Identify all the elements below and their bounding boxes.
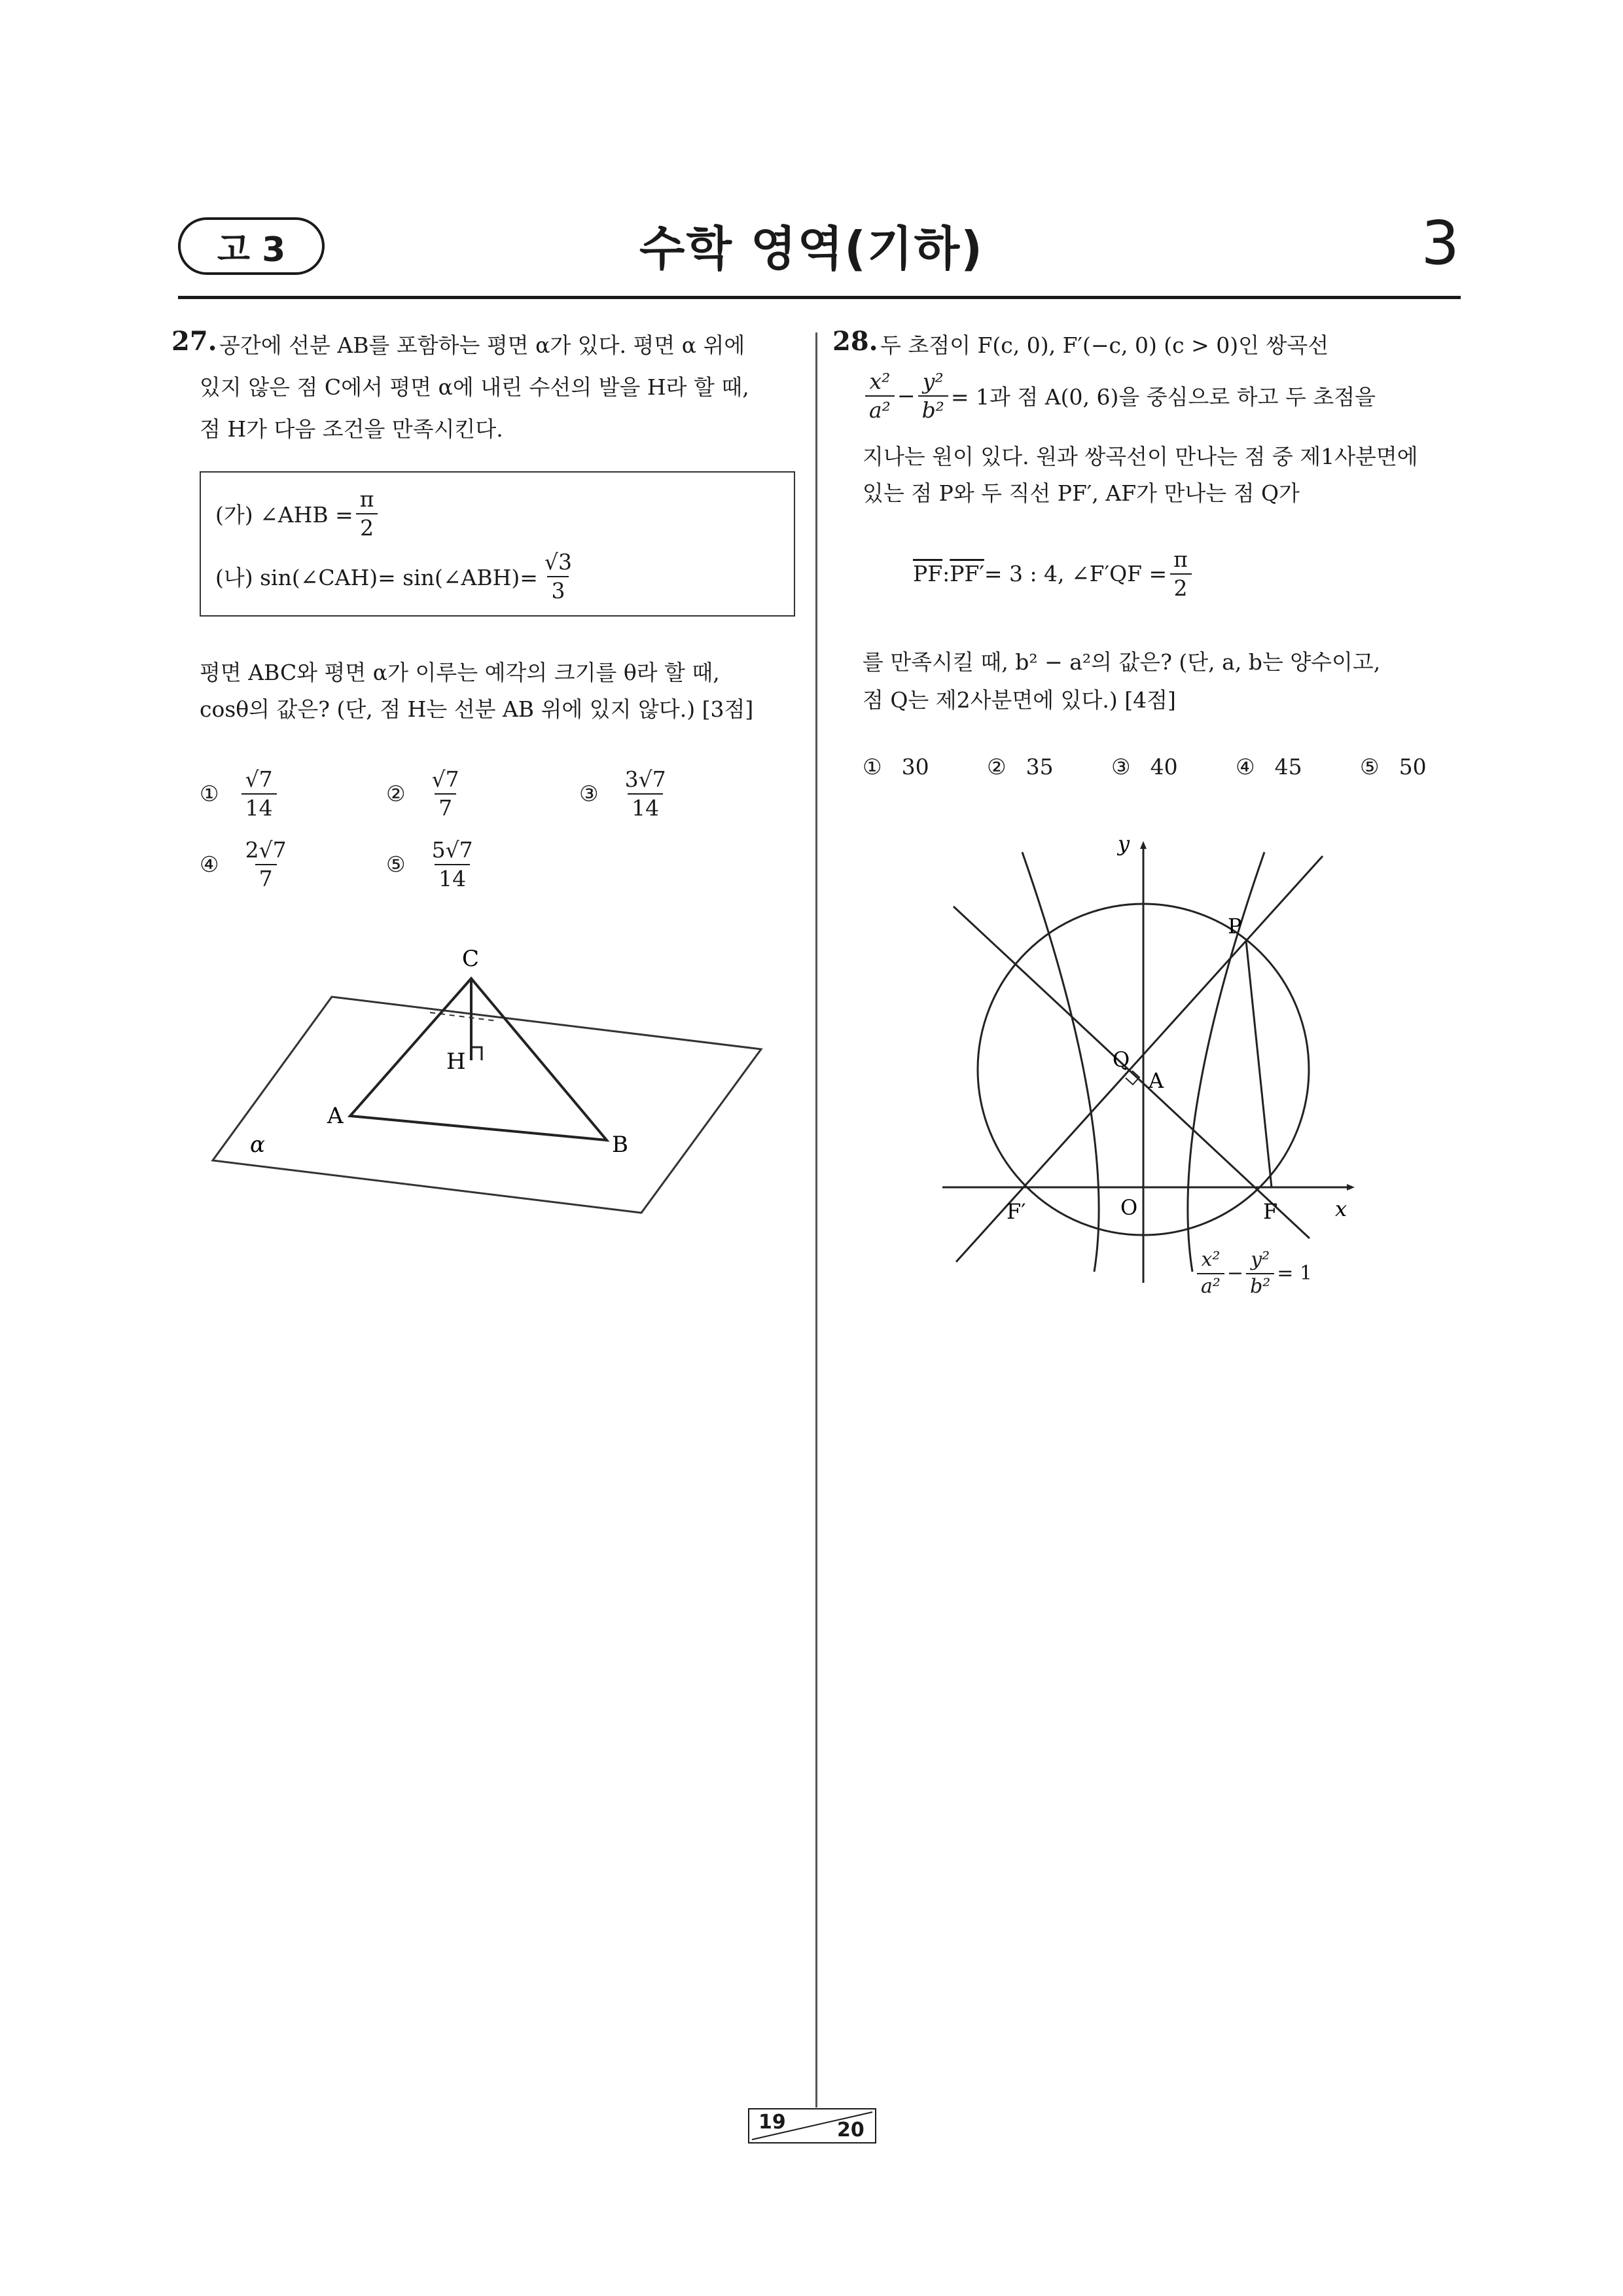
choice-28-2[interactable]: ② 35 [987,754,1054,780]
problem-28-figure [929,825,1400,1335]
choice-28-1[interactable]: ① 30 [863,754,929,780]
label-O: O [1120,1195,1138,1220]
problem-27-question-line-2: cosθ의 값은? (단, 점 H는 선분 AB 위에 있지 않다.) [3점] [200,696,754,722]
problem-27-question-line-1: 평면 ABC와 평면 α가 이루는 예각의 크기를 θ라 할 때, [200,660,720,685]
label-A: A [1149,1068,1164,1093]
problem-28-line-1: 두 초점이 F(c, 0), F′(−c, 0) (c > 0)인 쌍곡선 [880,332,1329,358]
choice-27-4[interactable]: ④ $\frac{2√7}{7}$ [200,837,287,891]
label-alpha: α [250,1132,265,1158]
problem-27-stem-line-2: 있지 않은 점 C에서 평면 α에 내린 수선의 발을 H라 할 때, [200,374,749,400]
problem-28-line-3: 지나는 원이 있다. 원과 쌍곡선이 만나는 점 중 제1사분면에 [863,444,1418,469]
segment-PF [1246,941,1272,1187]
condition-ga: (가) ∠AHB = $\frac{\pi}{2}$ [215,487,380,541]
footer-page-current: 19 [758,2111,786,2134]
grade-badge: 고 3 [178,217,325,275]
condition-na: (나) sin(∠CAH)= sin(∠ABH)= $\frac{√3}{3}$ [215,549,572,603]
label-A: A [327,1103,344,1129]
triangle-ABC [350,978,607,1140]
problem-28-number: 28. [832,326,878,357]
choice-27-1[interactable]: ① $\frac{√7}{14}$ [200,767,279,821]
choice-27-3[interactable]: ③ $\frac{3√7}{14}$ [579,766,666,821]
hyperbola-left-branch [1022,852,1099,1272]
label-y: y [1118,831,1130,856]
header-rule [178,296,1461,299]
label-H: H [446,1049,466,1075]
problem-27-stem-line-3: 점 H가 다음 조건을 만족시킨다. [200,416,503,442]
label-Fprime: F′ [1007,1199,1026,1224]
choice-27-5[interactable]: ⑤ $\frac{5√7}{14}$ [386,837,473,891]
choice-28-5[interactable]: ⑤ 50 [1360,754,1427,780]
exam-title: 수학 영역(기하) [639,221,984,276]
column-divider [815,332,817,2108]
label-F: F [1263,1199,1278,1224]
label-B: B [612,1132,628,1158]
label-P: P [1228,914,1242,939]
hyperbola-right-branch [1188,852,1264,1272]
plane-alpha [213,997,761,1213]
choice-27-2[interactable]: ② $\frac{√7}{7}$ [386,766,459,821]
problem-28-question-line-1: 를 만족시킬 때, b² − a²의 값은? (단, a, b는 양수이고, [863,649,1381,675]
right-angle-mark-H [471,1047,482,1060]
conditions-box [200,471,795,617]
line-AF [954,906,1310,1238]
problem-28-question-line-2: 점 Q는 제2사분면에 있다.) [4점] [863,687,1176,713]
problem-27-number: 27. [171,326,217,357]
page-number: 3 [1421,208,1459,278]
label-C: C [462,946,480,972]
figure-hyperbola-equation: $\frac{\text{x²}}{\text{a²}}$ − $\frac{\text{y²}}{\text{b²}}$ = 1 [1194,1249,1312,1298]
footer-page-indicator [748,2108,876,2144]
problem-27-stem-line-1: 공간에 선분 AB를 포함하는 평면 α가 있다. 평면 α 위에 [219,332,745,358]
problem-28-condition: $\overline{PF}$ : PF′ = 3 : 4, ∠F′QF = $\frac{\pi}{2}$ [913,547,1194,601]
footer-page-total: 20 [837,2119,865,2142]
problem-27-figure [196,929,785,1230]
label-Q: Q [1113,1047,1130,1072]
choice-28-3[interactable]: ③ 40 [1111,754,1178,780]
problem-28-line-2: $\frac{\text{x²}}{\text{a²}}$ − $\frac{\text{y²}}{\text{b²}}$ = 1과 점 A(0, 6)을 중심으로 하고 두 초점을 [863,369,1376,423]
label-x: x [1335,1196,1347,1221]
problem-28-line-4: 있는 점 P와 두 직선 PF′, AF가 만나는 점 Q가 [863,480,1300,506]
choice-28-4[interactable]: ④ 45 [1236,754,1302,780]
